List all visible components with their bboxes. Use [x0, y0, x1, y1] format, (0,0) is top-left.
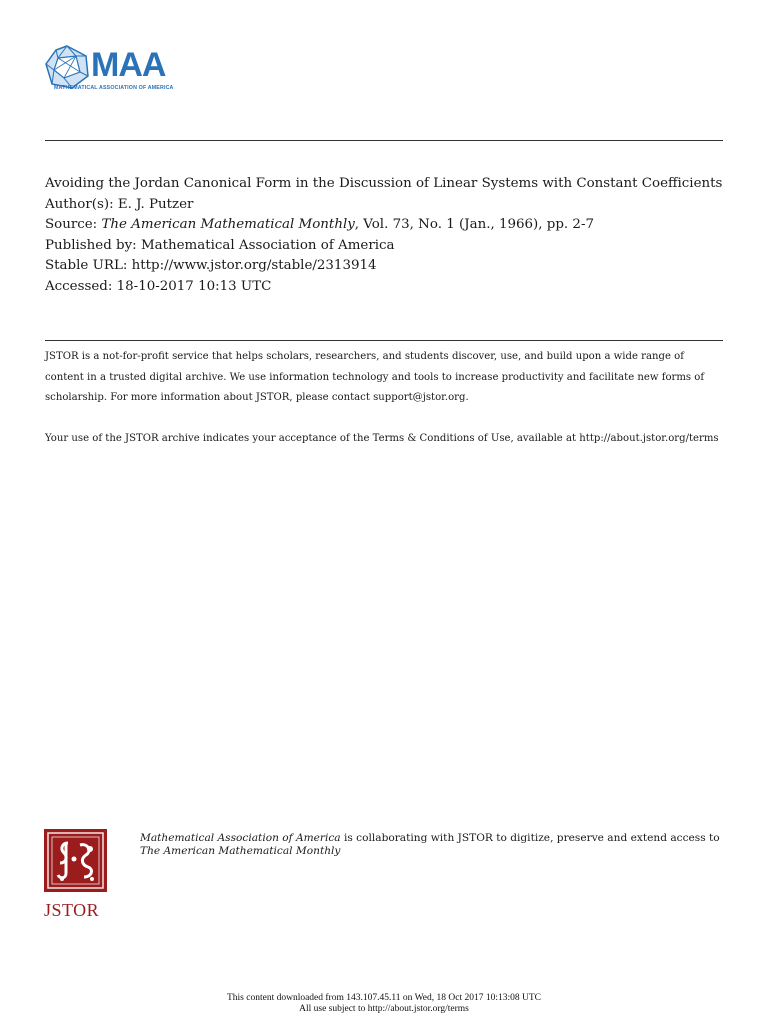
maa-logo-subtitle: MATHEMATICAL ASSOCIATION OF AMERICA [54, 85, 174, 91]
authors-label: Author(s): [45, 196, 114, 212]
jstor-emblem-icon [44, 829, 107, 892]
collaboration-statement [140, 832, 720, 858]
footer-download-line: This content downloaded from 143.107.45.11 on Wed, 18 Oct 2017 10:13:08 UTC [226, 993, 542, 1003]
collab-journal: The American Mathematical Monthly [140, 845, 341, 857]
source-label: Source: [45, 217, 98, 233]
top-divider [45, 140, 723, 141]
footer-terms-line: All use subject to http://about.jstor.org/terms [299, 1004, 469, 1014]
authors-line [45, 195, 725, 216]
middle-divider [45, 340, 723, 341]
article-metadata [45, 174, 725, 298]
maa-logo-text: MAA [91, 46, 166, 84]
authors-value: E. J. Putzer [117, 196, 194, 212]
accessed-line [45, 277, 725, 298]
notice-paragraph-about: JSTOR is a not-for-profit service that helps scholars, researchers, and students discover, use, and build upon a wide range of content in a trusted digital archive. We use information technology and tools to increase productivity and facilitate new forms of scholarship. For more information about JSTOR, please contact support@jstor.org. [45, 351, 705, 403]
jstor-wordmark: JSTOR [44, 900, 100, 920]
collab-text: is collaborating with JSTOR to digitize, preserve and extend access to [340, 832, 720, 844]
jstor-logo [44, 829, 110, 921]
publisher-value: Mathematical Association of America [140, 237, 395, 253]
stable-url-line [45, 256, 725, 277]
source-line [45, 215, 725, 236]
journal-name: The American Mathematical Monthly [101, 217, 355, 233]
stable-url-label: Stable URL: [45, 258, 128, 274]
accessed-value: 18-10-2017 10:13 UTC [116, 278, 272, 294]
article-title: Avoiding the Jordan Canonical Form in the Discussion of Linear Systems with Constant Coefficients [45, 176, 723, 191]
collab-organization: Mathematical Association of America [140, 832, 341, 844]
source-details: , Vol. 73, No. 1 (Jan., 1966), pp. 2-7 [354, 217, 594, 233]
download-footer [0, 993, 768, 1015]
icosahedron-icon [44, 44, 90, 90]
jstor-emblem [44, 829, 107, 892]
accessed-label: Accessed: [45, 278, 113, 294]
notice-paragraph-terms: Your use of the JSTOR archive indicates your acceptance of the Terms & Conditions of Use, available at http://about.jstor.org/terms [45, 433, 719, 444]
jstor-notice [45, 347, 725, 450]
maa-logo [44, 44, 174, 96]
publisher-line [45, 236, 725, 257]
stable-url-link[interactable]: http://www.jstor.org/stable/2313914 [131, 258, 377, 274]
publisher-label: Published by: [45, 237, 137, 253]
